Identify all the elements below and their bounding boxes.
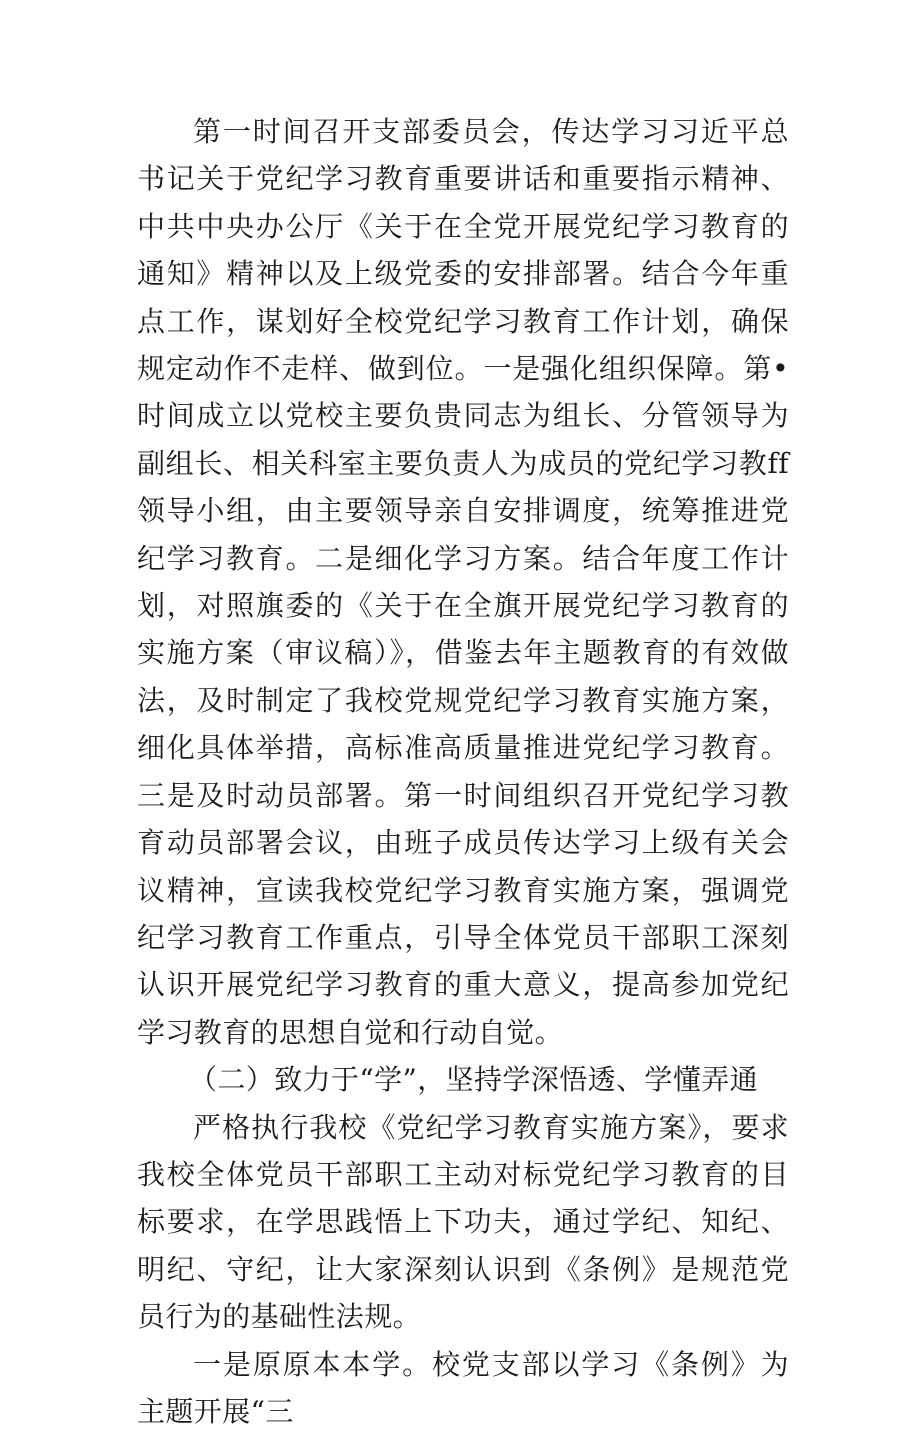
paragraph-organization-measures: 第一时间召开支部委员会，传达学习习近平总书记关于党纪学习教育重要讲话和重要指示精神、中共中央办公厅《关于在全党开展党纪学习教育的通知》精神以及上级党委的安排部署。结合今年重点工作，谋划好全校党纪学习教育工作计划，确保规定动作不走样、做到位。一是强化组织保障。第•时间成立以党校主要负贵同志为组长、分管领导为副组长、相关科室主要负责人为成员的党纪学习教ff领导小组，由主要领导亲自安排调度，统筹推进党纪学习教育。二是细化学习方案。结合年度工作计划，对照旗委的《关于在全旗开展党纪学习教育的实施方案（审议稿）》，借鉴去年主题教育的有效做法，及时制定了我校党规党纪学习教育实施方案，细化具体举措，高标准高质量推进党纪学习教育。三是及时动员部署。第一时间组织召开党纪学习教育动员部署会议，由班子成员传达学习上级有关会议精神，宣读我校党纪学习教育实施方案，强调党纪学习教育工作重点，引导全体党员干部职工深刻认识开展党纪学习教育的重大意义，提高参加党纪学习教育的思想自觉和行动自觉。 — [137, 115, 789, 1049]
paragraph-study-requirements: 严格执行我校《党纪学习教育实施方案》，要求我校全体党员干部职工主动对标党纪学习教育的目标要求，在学思践悟上下功夫，通过学纪、知纪、明纪、守纪，让大家深刻认识到《条例》是规范党员行为的基础性法规。 — [137, 1110, 789, 1334]
paragraph-original-study: 一是原原本本学。校党支部以学习《条例》为主题开展“三 — [137, 1347, 789, 1428]
document-body — [137, 108, 789, 1435]
section-heading-study: （二）致力于“学”，坚持学深悟透、学懂弄通 — [189, 1063, 759, 1097]
